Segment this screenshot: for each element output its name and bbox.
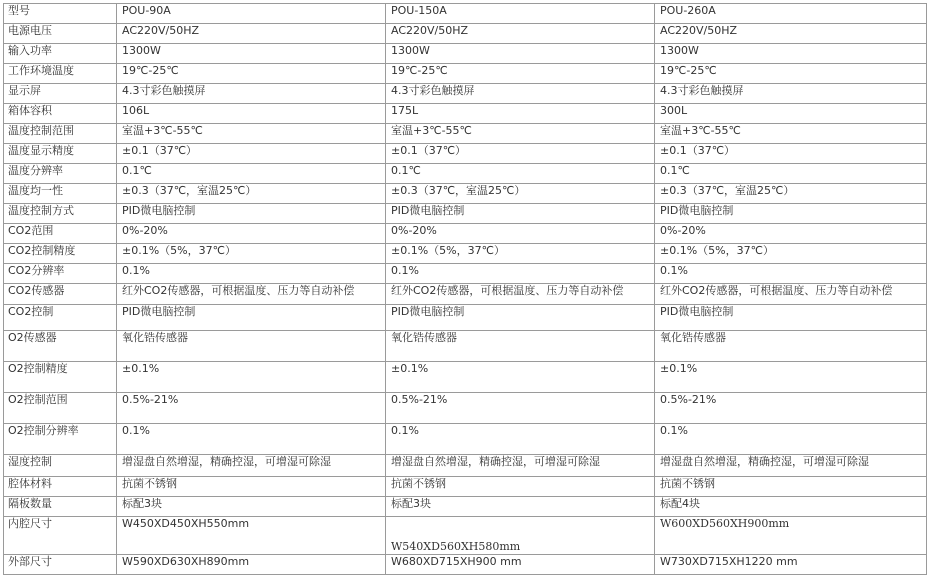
row-label: 显示屏	[4, 84, 117, 104]
table-row	[4, 104, 927, 124]
row-label: O2控制分辨率	[4, 424, 117, 455]
cell: ±0.1%（5%，37℃）	[386, 244, 655, 264]
row-label: CO2控制精度	[4, 244, 117, 264]
table-row	[4, 424, 927, 455]
cell: AC220V/50HZ	[386, 24, 655, 44]
row-label: CO2分辨率	[4, 264, 117, 284]
cell: ±0.1%（5%，37℃）	[117, 244, 386, 264]
row-label: CO2范围	[4, 224, 117, 244]
cell: PID微电脑控制	[655, 305, 927, 331]
cell: 标配3块	[117, 497, 386, 517]
row-label: 电源电压	[4, 24, 117, 44]
row-label: CO2传感器	[4, 284, 117, 305]
cell: 氧化锆传感器	[117, 331, 386, 362]
cell: 增湿盘自然增湿，精确控湿，可增湿可除湿	[655, 455, 927, 477]
cell: ±0.3（37℃，室温25℃）	[655, 184, 927, 204]
cell: 0.1%	[655, 264, 927, 284]
cell: 标配3块	[386, 497, 655, 517]
row-label: 温度显示精度	[4, 144, 117, 164]
cell: 1300W	[655, 44, 927, 64]
cell	[655, 517, 927, 555]
table-row	[4, 477, 927, 497]
cell: 增湿盘自然增湿，精确控湿，可增湿可除湿	[117, 455, 386, 477]
cell: 标配4块	[655, 497, 927, 517]
row-label: 输入功率	[4, 44, 117, 64]
cell: 1300W	[386, 44, 655, 64]
header-model-2: POU-150A	[386, 4, 655, 24]
cell: 0.5%-21%	[655, 393, 927, 424]
table-row	[4, 44, 927, 64]
cell: AC220V/50HZ	[655, 24, 927, 44]
cell: 19℃-25℃	[655, 64, 927, 84]
cell: ±0.1%（5%，37℃）	[655, 244, 927, 264]
cell: W450XD450XH550mm	[117, 517, 386, 555]
cell: PID微电脑控制	[655, 204, 927, 224]
cell: W680XD715XH900 mm	[386, 555, 655, 575]
cell: PID微电脑控制	[117, 305, 386, 331]
table-header-row	[4, 4, 927, 24]
cell: 0.5%-21%	[117, 393, 386, 424]
cell: AC220V/50HZ	[117, 24, 386, 44]
cell: 19℃-25℃	[117, 64, 386, 84]
cell: 0.1%	[117, 424, 386, 455]
cell-text: W600XD560XH900mm	[660, 517, 790, 530]
cell: 抗菌不锈钢	[655, 477, 927, 497]
cell: ±0.3（37℃，室温25℃）	[117, 184, 386, 204]
cell: 0.5%-21%	[386, 393, 655, 424]
cell: 红外CO2传感器，可根据温度、压力等自动补偿	[655, 284, 927, 305]
table-row	[4, 497, 927, 517]
row-label: 湿度控制	[4, 455, 117, 477]
row-label: 内腔尺寸	[4, 517, 117, 555]
table-row	[4, 455, 927, 477]
table-row	[4, 64, 927, 84]
cell: 抗菌不锈钢	[117, 477, 386, 497]
table-row	[4, 264, 927, 284]
row-label: O2控制范围	[4, 393, 117, 424]
cell: 300L	[655, 104, 927, 124]
cell: 1300W	[117, 44, 386, 64]
cell: 0.1%	[655, 424, 927, 455]
cell: 175L	[386, 104, 655, 124]
table-row	[4, 362, 927, 393]
table-row	[4, 24, 927, 44]
row-label: 腔体材料	[4, 477, 117, 497]
cell: 抗菌不锈钢	[386, 477, 655, 497]
cell: 4.3寸彩色触摸屏	[386, 84, 655, 104]
cell: 0.1%	[386, 424, 655, 455]
row-label: 箱体容积	[4, 104, 117, 124]
cell: W590XD630XH890mm	[117, 555, 386, 575]
cell: 0%-20%	[655, 224, 927, 244]
row-label: O2传感器	[4, 331, 117, 362]
table-row	[4, 393, 927, 424]
cell: 增湿盘自然增湿，精确控湿，可增湿可除湿	[386, 455, 655, 477]
cell: 室温+3℃-55℃	[117, 124, 386, 144]
table-row	[4, 124, 927, 144]
cell-text: W540XD560XH580mm	[391, 540, 521, 553]
table-row	[4, 284, 927, 305]
cell: 氧化锆传感器	[386, 331, 655, 362]
table-row	[4, 244, 927, 264]
cell: 室温+3℃-55℃	[655, 124, 927, 144]
cell: PID微电脑控制	[117, 204, 386, 224]
table-row	[4, 164, 927, 184]
cell: 106L	[117, 104, 386, 124]
cell: PID微电脑控制	[386, 204, 655, 224]
cell: PID微电脑控制	[386, 305, 655, 331]
row-label: 外部尺寸	[4, 555, 117, 575]
table-row	[4, 204, 927, 224]
cell: ±0.1（37℃）	[117, 144, 386, 164]
row-label: 温度控制范围	[4, 124, 117, 144]
cell: ±0.1（37℃）	[655, 144, 927, 164]
table-row	[4, 84, 927, 104]
row-label: 温度控制方式	[4, 204, 117, 224]
cell: 19℃-25℃	[386, 64, 655, 84]
header-model-1: POU-90A	[117, 4, 386, 24]
cell: 0.1℃	[386, 164, 655, 184]
cell: ±0.1%	[117, 362, 386, 393]
cell: 0%-20%	[117, 224, 386, 244]
cell: 0.1%	[117, 264, 386, 284]
table-row	[4, 555, 927, 575]
spec-table	[3, 3, 927, 575]
cell: ±0.1%	[655, 362, 927, 393]
cell: 4.3寸彩色触摸屏	[117, 84, 386, 104]
header-label: 型号	[4, 4, 117, 24]
row-label: O2控制精度	[4, 362, 117, 393]
header-model-3: POU-260A	[655, 4, 927, 24]
row-label: CO2控制	[4, 305, 117, 331]
row-label: 隔板数量	[4, 497, 117, 517]
row-label: 温度均一性	[4, 184, 117, 204]
cell: 室温+3℃-55℃	[386, 124, 655, 144]
cell: 红外CO2传感器，可根据温度、压力等自动补偿	[117, 284, 386, 305]
table-row	[4, 184, 927, 204]
cell: 氧化锆传感器	[655, 331, 927, 362]
cell: 4.3寸彩色触摸屏	[655, 84, 927, 104]
row-label: 工作环境温度	[4, 64, 117, 84]
table-row	[4, 224, 927, 244]
cell: ±0.3（37℃，室温25℃）	[386, 184, 655, 204]
cell: 0%-20%	[386, 224, 655, 244]
cell	[386, 517, 655, 555]
table-row	[4, 331, 927, 362]
row-label: 温度分辨率	[4, 164, 117, 184]
cell: 0.1℃	[655, 164, 927, 184]
table-row	[4, 144, 927, 164]
cell: ±0.1（37℃）	[386, 144, 655, 164]
cell: ±0.1%	[386, 362, 655, 393]
table-row	[4, 305, 927, 331]
table-row	[4, 517, 927, 555]
cell: W730XD715XH1220 mm	[655, 555, 927, 575]
cell: 0.1℃	[117, 164, 386, 184]
cell: 0.1%	[386, 264, 655, 284]
cell: 红外CO2传感器，可根据温度、压力等自动补偿	[386, 284, 655, 305]
